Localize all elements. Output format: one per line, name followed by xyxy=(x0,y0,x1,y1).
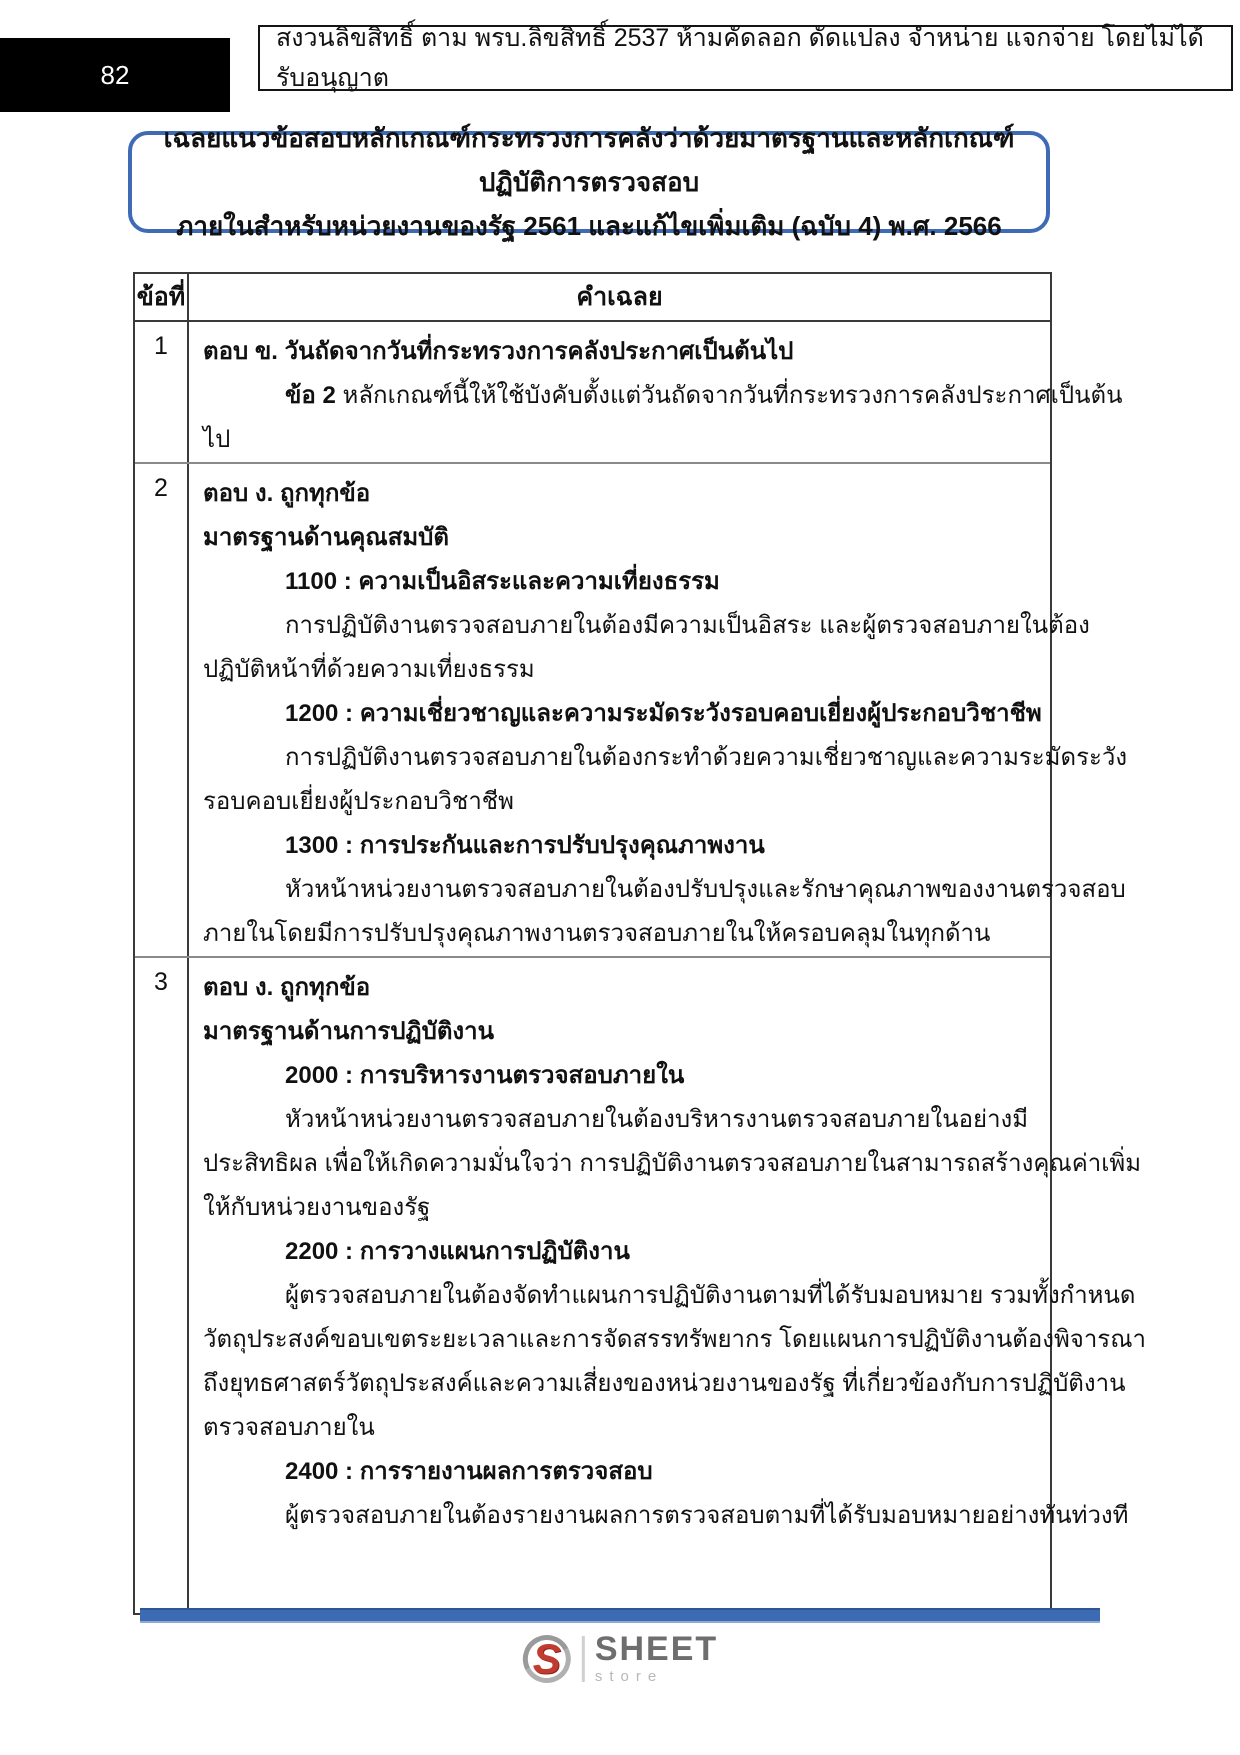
logo-brand-text: SHEET xyxy=(594,1630,719,1668)
logo-divider xyxy=(582,1636,585,1682)
title-line-1: เฉลยแนวข้อสอบหลักเกณฑ์กระทรวงการคลังว่าด้วยมาตรฐานและหลักเกณฑ์ปฏิบัติการตรวจสอบ xyxy=(163,123,1015,197)
answer-line: รอบคอบเยี่ยงผู้ประกอบวิชาชีพ xyxy=(203,788,514,815)
table-row xyxy=(135,462,1128,956)
logo-s-swirl-icon xyxy=(522,1634,572,1684)
answer-line: หัวหน้าหน่วยงานตรวจสอบภายในต้องปรับปรุงและรักษาคุณภาพของงานตรวจสอบ xyxy=(285,876,1126,903)
answer-line: ตอบ ง. ถูกทุกข้อ xyxy=(203,974,371,1001)
answer-line: 2200 : การวางแผนการปฏิบัติงาน xyxy=(285,1238,630,1265)
page-number: 82 xyxy=(100,59,130,90)
question-number-cell: 2 xyxy=(135,464,189,956)
answer-line-bold-prefix: ข้อ 2 xyxy=(285,382,343,409)
answer-line: 1200 : ความเชี่ยวชาญและความระมัดระวังรอบคอบเยี่ยงผู้ประกอบวิชาชีพ xyxy=(285,700,1042,727)
table-row xyxy=(135,956,1146,1613)
answer-line: วัตถุประสงค์ขอบเขตระยะเวลาและการจัดสรรทรัพยากร โดยแผนการปฏิบัติงานต้องพิจารณา xyxy=(203,1326,1146,1353)
answer-line: 1100 : ความเป็นอิสระและความเที่ยงธรรม xyxy=(285,568,720,595)
answer-line: ปฏิบัติหน้าที่ด้วยความเที่ยงธรรม xyxy=(203,656,535,683)
answer-line: ประสิทธิผล เพื่อให้เกิดความมั่นใจว่า การปฏิบัติงานตรวจสอบภายในสามารถสร้างคุณค่าเพิ่ม xyxy=(203,1150,1142,1177)
answer-cell xyxy=(189,464,1139,956)
column-header-question-number: ข้อที่ xyxy=(135,274,189,320)
answer-line: ผู้ตรวจสอบภายในต้องจัดทำแผนการปฏิบัติงานตามที่ได้รับมอบหมาย รวมทั้งกำหนด xyxy=(285,1282,1136,1309)
answer-line: หัวหน้าหน่วยงานตรวจสอบภายในต้องบริหารงานตรวจสอบภายในอย่างมี xyxy=(285,1106,1029,1133)
answer-line: ผู้ตรวจสอบภายในต้องรายงานผลการตรวจสอบตามที่ได้รับมอบหมายอย่างทันท่วงที xyxy=(285,1502,1129,1529)
answer-line: การปฏิบัติงานตรวจสอบภายในต้องมีความเป็นอิสระ และผู้ตรวจสอบภายในต้อง xyxy=(285,612,1090,639)
answer-line: ถึงยุทธศาสตร์วัตถุประสงค์และความเสี่ยงของหน่วยงานของรัฐ ที่เกี่ยวข้องกับการปฏิบัติงาน xyxy=(203,1370,1126,1397)
logo-sub-text: store xyxy=(594,1668,664,1685)
answer-line: ไป xyxy=(203,426,231,453)
column-header-answer: คำเฉลย xyxy=(576,283,663,311)
logo-text xyxy=(595,1632,718,1685)
answer-table xyxy=(133,272,1146,1615)
answer-line: 1300 : การประกันและการปรับปรุงคุณภาพงาน xyxy=(285,832,765,859)
answer-line: ให้กับหน่วยงานของรัฐ xyxy=(203,1194,431,1221)
title-box xyxy=(128,123,1050,241)
title-line-2: ภายในสำหรับหน่วยงานของรัฐ 2561 และแก้ไขเพิ่มเติม (ฉบับ 4) พ.ศ. 2566 xyxy=(176,211,1002,241)
page-number-box xyxy=(0,38,230,112)
answer-line: ข้อ 2 หลักเกณฑ์นี้ให้ใช้บังคับตั้งแต่วันถัดจากวันที่กระทรวงการคลังประกาศเป็นต้น xyxy=(285,382,1123,409)
question-number-cell: 3 xyxy=(135,958,189,1613)
answer-line: 2000 : การบริหารงานตรวจสอบภายใน xyxy=(285,1062,685,1089)
answer-line: 2400 : การรายงานผลการตรวจสอบ xyxy=(285,1458,653,1485)
answer-line: ภายในโดยมีการปรับปรุงคุณภาพงานตรวจสอบภายในให้ครอบคลุมในทุกด้าน xyxy=(203,920,991,947)
table-body xyxy=(135,322,1146,1613)
answer-line: การปฏิบัติงานตรวจสอบภายในต้องกระทำด้วยความเชี่ยวชาญและความระมัดระวัง xyxy=(285,744,1128,771)
answer-line: ตรวจสอบภายใน xyxy=(203,1414,375,1441)
logo-s-letter: S xyxy=(532,1634,561,1682)
sheet-store-logo xyxy=(522,1632,718,1685)
table-row xyxy=(135,322,1123,462)
footer-divider-bar xyxy=(140,1608,1100,1623)
answer-line: ตอบ ง. ถูกทุกข้อ xyxy=(203,480,371,507)
table-header-row xyxy=(135,274,1050,322)
copyright-box xyxy=(258,25,1233,91)
answer-cell xyxy=(189,322,1135,462)
answer-line: ตอบ ข. วันถัดจากวันที่กระทรวงการคลังประกาศเป็นต้นไป xyxy=(203,338,794,365)
question-number-cell: 1 xyxy=(135,322,189,462)
answer-line: มาตรฐานด้านคุณสมบัติ xyxy=(203,524,449,551)
answer-cell xyxy=(189,958,1158,1613)
copyright-text: สงวนลิขสิทธิ์ ตาม พรบ.ลิขสิทธิ์ 2537 ห้ามคัดลอก ดัดแปลง จำหน่าย แจกจ่าย โดยไม่ได้รับอนุญาต xyxy=(276,24,1204,92)
answer-line: มาตรฐานด้านการปฏิบัติงาน xyxy=(203,1018,495,1045)
